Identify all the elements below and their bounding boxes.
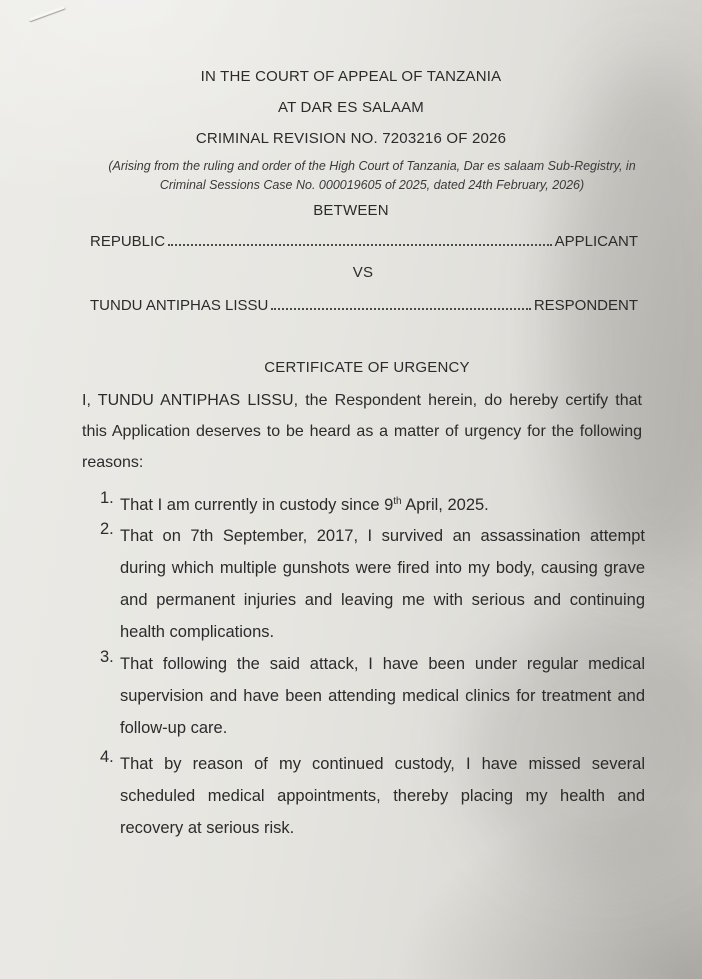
list-item <box>100 648 645 744</box>
item-text: That I am currently in custody since 9th April, 2025. <box>120 496 489 514</box>
item-number: 2. <box>100 520 114 538</box>
item-text: That on 7th September, 2017, I survived an assassination attempt during which multiple gunshots were fired into my body, causing grave and permanent injuries and leaving me with serious and continuing health complications. <box>120 527 645 641</box>
item-text: That by reason of my continued custody, I have missed several scheduled medical appointments, thereby placing my health and recovery at serious risk. <box>120 755 645 837</box>
item-number: 4. <box>100 748 114 766</box>
court-location: AT DAR ES SALAAM <box>277 99 425 116</box>
court-title: IN THE COURT OF APPEAL OF TANZANIA <box>200 68 502 85</box>
between-label: BETWEEN <box>313 202 389 219</box>
list-item <box>100 489 645 521</box>
versus-label: VS <box>352 264 374 281</box>
item-number: 1. <box>100 489 114 507</box>
applicant-name: REPUBLIC <box>90 233 166 250</box>
respondent-line <box>90 297 638 314</box>
item-text: That following the said attack, I have been under regular medical supervision and have been attending medical clinics for treatment and follow-up care. <box>120 655 645 737</box>
leader-dots <box>168 234 552 246</box>
paper-clip-mark <box>29 6 66 22</box>
respondent-role: RESPONDENT <box>533 297 638 314</box>
reasons-list <box>100 489 645 844</box>
list-item <box>100 748 645 844</box>
leader-dots <box>271 298 530 310</box>
case-number: CRIMINAL REVISION NO. 7203216 OF 2026 <box>195 130 507 147</box>
list-item <box>100 520 645 648</box>
arising-from-note: (Arising from the ruling and order of the High Court of Tanzania, Dar es salaam Sub-Registry, in Criminal Sessions Case No. 000019605 of 2025, dated 24th February, 2026) <box>108 159 636 192</box>
applicant-line <box>90 233 638 250</box>
item-number: 3. <box>100 648 114 666</box>
certificate-intro: I, TUNDU ANTIPHAS LISSU, the Respondent herein, do hereby certify that this Application deserves to be heard as a matter of urgency for the following reasons: <box>82 392 642 471</box>
applicant-role: APPLICANT <box>554 233 638 250</box>
respondent-name: TUNDU ANTIPHAS LISSU <box>90 297 269 314</box>
certificate-title: CERTIFICATE OF URGENCY <box>264 359 470 376</box>
